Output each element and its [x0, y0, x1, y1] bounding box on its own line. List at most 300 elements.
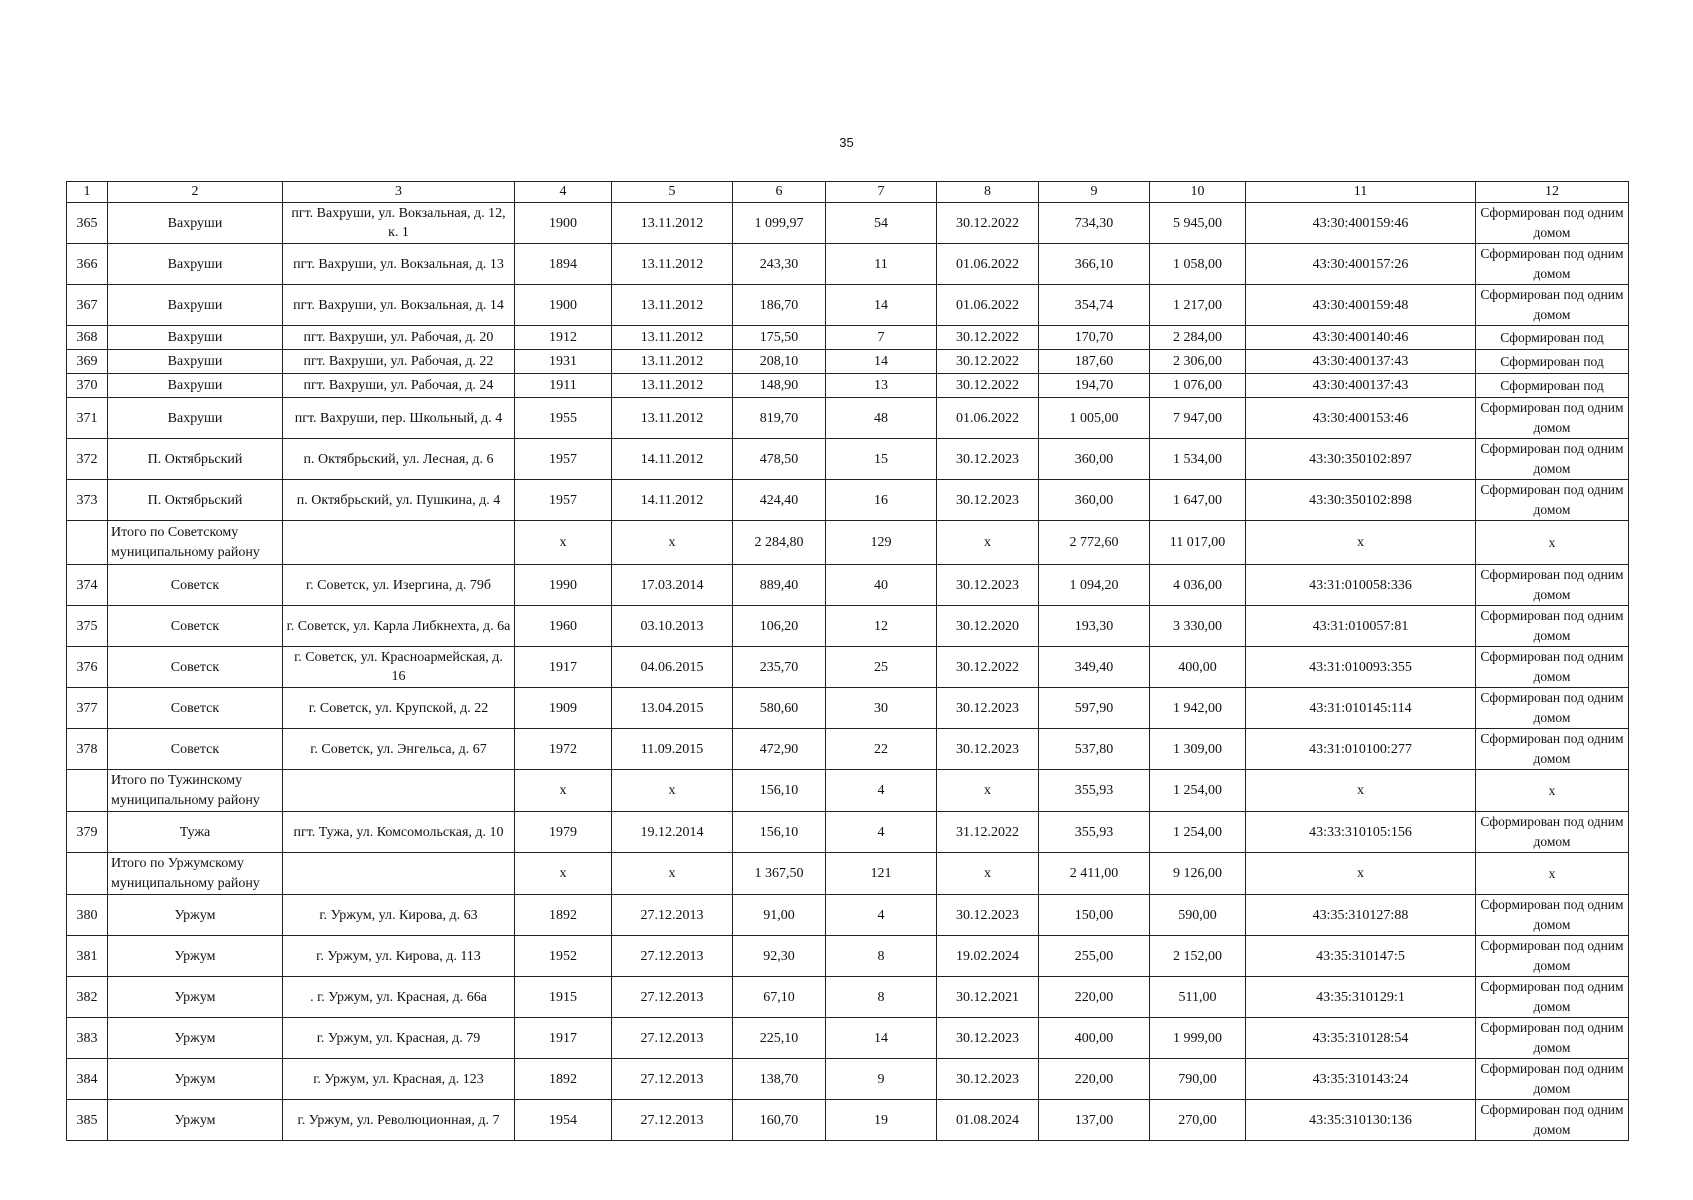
note-cell: Сформирован под	[1476, 326, 1629, 350]
column-number-cell: 5	[612, 182, 733, 203]
land-area-cell: 255,00	[1039, 936, 1150, 977]
land-area-cell: 1 005,00	[1039, 398, 1150, 439]
row-number-cell: 372	[67, 439, 108, 480]
cadastral-number-cell: 43:35:310143:24	[1246, 1059, 1476, 1100]
note-cell: Сформирован под одним домом	[1476, 647, 1629, 688]
subtotal-row	[67, 521, 1629, 565]
address-cell: г. Советск, ул. Красноармейская, д. 16	[283, 647, 515, 688]
row-number-cell: 384	[67, 1059, 108, 1100]
planned-date-cell: 30.12.2023	[937, 688, 1039, 729]
address-cell: г. Советск, ул. Карла Либкнехта, д. 6а	[283, 606, 515, 647]
land-area-cell: 1 094,20	[1039, 565, 1150, 606]
date-cell: 13.11.2012	[612, 203, 733, 244]
land-area-cell: 360,00	[1039, 439, 1150, 480]
cost-cell: 1 254,00	[1150, 770, 1246, 812]
land-area-cell: 194,70	[1039, 374, 1150, 398]
address-cell: п. Октябрьский, ул. Лесная, д. 6	[283, 439, 515, 480]
cost-cell: 1 254,00	[1150, 812, 1246, 853]
row-number-cell	[67, 853, 108, 895]
cost-cell: 5 945,00	[1150, 203, 1246, 244]
row-number-cell: 371	[67, 398, 108, 439]
address-cell: пгт. Вахруши, ул. Рабочая, д. 20	[283, 326, 515, 350]
land-area-cell: 400,00	[1039, 1018, 1150, 1059]
cadastral-number-cell: 43:31:010057:81	[1246, 606, 1476, 647]
planned-date-cell: 30.12.2022	[937, 647, 1039, 688]
table-row	[67, 1059, 1629, 1100]
land-area-cell: 187,60	[1039, 350, 1150, 374]
cadastral-number-cell: 43:31:010058:336	[1246, 565, 1476, 606]
residents-cell: 48	[826, 398, 937, 439]
cost-cell: 511,00	[1150, 977, 1246, 1018]
area-cell: 225,10	[733, 1018, 826, 1059]
cadastral-number-cell: 43:33:310105:156	[1246, 812, 1476, 853]
settlement-cell: Советск	[108, 729, 283, 770]
column-number-cell: 7	[826, 182, 937, 203]
column-number-cell: 2	[108, 182, 283, 203]
planned-date-cell: х	[937, 853, 1039, 895]
cost-cell: 2 306,00	[1150, 350, 1246, 374]
subtotal-row	[67, 853, 1629, 895]
settlement-cell: Вахруши	[108, 350, 283, 374]
row-number-cell: 377	[67, 688, 108, 729]
residents-cell: 15	[826, 439, 937, 480]
settlement-cell: Советск	[108, 688, 283, 729]
settlement-cell: Советск	[108, 606, 283, 647]
cost-cell: 9 126,00	[1150, 853, 1246, 895]
row-number-cell: 370	[67, 374, 108, 398]
year-built-cell: х	[515, 770, 612, 812]
land-area-cell: 349,40	[1039, 647, 1150, 688]
cadastral-number-cell: 43:30:400140:46	[1246, 326, 1476, 350]
row-number-cell: 375	[67, 606, 108, 647]
year-built-cell: 1892	[515, 895, 612, 936]
cost-cell: 400,00	[1150, 647, 1246, 688]
area-cell: 472,90	[733, 729, 826, 770]
residents-cell: 4	[826, 770, 937, 812]
residents-cell: 12	[826, 606, 937, 647]
settlement-cell: Уржум	[108, 895, 283, 936]
area-cell: 156,10	[733, 770, 826, 812]
note-cell: х	[1476, 853, 1629, 895]
residents-cell: 22	[826, 729, 937, 770]
row-number-cell: 376	[67, 647, 108, 688]
area-cell: 424,40	[733, 480, 826, 521]
table-row	[67, 244, 1629, 285]
row-number-cell: 369	[67, 350, 108, 374]
year-built-cell: 1972	[515, 729, 612, 770]
planned-date-cell: 30.12.2022	[937, 350, 1039, 374]
address-cell: г. Уржум, ул. Красная, д. 123	[283, 1059, 515, 1100]
settlement-cell: Вахруши	[108, 326, 283, 350]
date-cell: 13.04.2015	[612, 688, 733, 729]
note-cell: Сформирован под одним домом	[1476, 480, 1629, 521]
year-built-cell: 1892	[515, 1059, 612, 1100]
settlement-cell: Вахруши	[108, 398, 283, 439]
row-number-cell: 381	[67, 936, 108, 977]
column-number-cell: 9	[1039, 182, 1150, 203]
column-number-cell: 3	[283, 182, 515, 203]
cadastral-number-cell: х	[1246, 521, 1476, 565]
note-cell: Сформирован под одним домом	[1476, 439, 1629, 480]
settlement-cell: Уржум	[108, 936, 283, 977]
note-cell: Сформирован под	[1476, 350, 1629, 374]
column-number-cell: 11	[1246, 182, 1476, 203]
note-cell: Сформирован под одним домом	[1476, 1018, 1629, 1059]
address-cell: г. Уржум, ул. Кирова, д. 63	[283, 895, 515, 936]
area-cell: 819,70	[733, 398, 826, 439]
residents-cell: 11	[826, 244, 937, 285]
cadastral-number-cell: 43:30:400159:48	[1246, 285, 1476, 326]
planned-date-cell: 30.12.2021	[937, 977, 1039, 1018]
residents-cell: 54	[826, 203, 937, 244]
cadastral-number-cell: 43:30:400137:43	[1246, 350, 1476, 374]
table-row	[67, 1100, 1629, 1141]
year-built-cell: 1960	[515, 606, 612, 647]
date-cell: 14.11.2012	[612, 480, 733, 521]
planned-date-cell: 30.12.2023	[937, 1059, 1039, 1100]
settlement-cell: Советск	[108, 647, 283, 688]
year-built-cell: 1900	[515, 203, 612, 244]
residents-cell: 16	[826, 480, 937, 521]
table-row	[67, 895, 1629, 936]
planned-date-cell: 30.12.2022	[937, 374, 1039, 398]
cost-cell: 590,00	[1150, 895, 1246, 936]
cost-cell: 2 152,00	[1150, 936, 1246, 977]
cadastral-number-cell: 43:30:400137:43	[1246, 374, 1476, 398]
date-cell: 11.09.2015	[612, 729, 733, 770]
settlement-cell: Вахруши	[108, 244, 283, 285]
year-built-cell: 1915	[515, 977, 612, 1018]
area-cell: 580,60	[733, 688, 826, 729]
planned-date-cell: 30.12.2023	[937, 729, 1039, 770]
residents-cell: 4	[826, 812, 937, 853]
table-row	[67, 480, 1629, 521]
address-cell: пгт. Вахруши, ул. Рабочая, д. 22	[283, 350, 515, 374]
land-area-cell: 537,80	[1039, 729, 1150, 770]
settlement-cell: Советск	[108, 565, 283, 606]
cost-cell: 1 534,00	[1150, 439, 1246, 480]
note-cell: Сформирован под одним домом	[1476, 977, 1629, 1018]
address-cell: г. Советск, ул. Крупской, д. 22	[283, 688, 515, 729]
note-cell: Сформирован под одним домом	[1476, 729, 1629, 770]
settlement-cell: Уржум	[108, 1100, 283, 1141]
area-cell: 138,70	[733, 1059, 826, 1100]
residents-cell: 9	[826, 1059, 937, 1100]
area-cell: 91,00	[733, 895, 826, 936]
column-number-row	[67, 182, 1629, 203]
year-built-cell: 1957	[515, 439, 612, 480]
year-built-cell: 1955	[515, 398, 612, 439]
note-cell: Сформирован под одним домом	[1476, 565, 1629, 606]
land-area-cell: 193,30	[1039, 606, 1150, 647]
table-row	[67, 374, 1629, 398]
address-cell: г. Уржум, ул. Красная, д. 79	[283, 1018, 515, 1059]
residents-cell: 4	[826, 895, 937, 936]
planned-date-cell: х	[937, 521, 1039, 565]
area-cell: 478,50	[733, 439, 826, 480]
cost-cell: 1 309,00	[1150, 729, 1246, 770]
subtotal-row	[67, 770, 1629, 812]
row-number-cell: 374	[67, 565, 108, 606]
cost-cell: 1 999,00	[1150, 1018, 1246, 1059]
residents-cell: 14	[826, 1018, 937, 1059]
date-cell: 27.12.2013	[612, 895, 733, 936]
row-number-cell: 366	[67, 244, 108, 285]
cadastral-number-cell: 43:35:310130:136	[1246, 1100, 1476, 1141]
residents-cell: 40	[826, 565, 937, 606]
cost-cell: 7 947,00	[1150, 398, 1246, 439]
date-cell: 13.11.2012	[612, 326, 733, 350]
column-number-cell: 1	[67, 182, 108, 203]
column-number-cell: 12	[1476, 182, 1629, 203]
date-cell: 13.11.2012	[612, 350, 733, 374]
year-built-cell: 1952	[515, 936, 612, 977]
table-row	[67, 729, 1629, 770]
residents-cell: 8	[826, 936, 937, 977]
cost-cell: 2 284,00	[1150, 326, 1246, 350]
address-cell: пгт. Тужа, ул. Комсомольская, д. 10	[283, 812, 515, 853]
column-number-cell: 10	[1150, 182, 1246, 203]
cost-cell: 790,00	[1150, 1059, 1246, 1100]
planned-date-cell: 30.12.2022	[937, 326, 1039, 350]
cadastral-number-cell: 43:30:400157:26	[1246, 244, 1476, 285]
planned-date-cell: 01.08.2024	[937, 1100, 1039, 1141]
cadastral-number-cell: х	[1246, 853, 1476, 895]
date-cell: 13.11.2012	[612, 398, 733, 439]
land-area-cell: 220,00	[1039, 977, 1150, 1018]
planned-date-cell: 19.02.2024	[937, 936, 1039, 977]
planned-date-cell: 30.12.2023	[937, 895, 1039, 936]
residents-cell: 8	[826, 977, 937, 1018]
year-built-cell: 1894	[515, 244, 612, 285]
year-built-cell: х	[515, 853, 612, 895]
cost-cell: 1 076,00	[1150, 374, 1246, 398]
cadastral-number-cell: 43:31:010093:355	[1246, 647, 1476, 688]
address-cell: г. Уржум, ул. Кирова, д. 113	[283, 936, 515, 977]
date-cell: 27.12.2013	[612, 1059, 733, 1100]
land-area-cell: 355,93	[1039, 812, 1150, 853]
year-built-cell: 1954	[515, 1100, 612, 1141]
cadastral-number-cell: 43:35:310147:5	[1246, 936, 1476, 977]
residents-cell: 14	[826, 350, 937, 374]
cost-cell: 1 942,00	[1150, 688, 1246, 729]
table-row	[67, 812, 1629, 853]
date-cell: 14.11.2012	[612, 439, 733, 480]
note-cell: Сформирован под одним домом	[1476, 1100, 1629, 1141]
year-built-cell: 1909	[515, 688, 612, 729]
date-cell: 27.12.2013	[612, 977, 733, 1018]
land-area-cell: 2 772,60	[1039, 521, 1150, 565]
planned-date-cell: х	[937, 770, 1039, 812]
note-cell: Сформирован под одним домом	[1476, 606, 1629, 647]
row-number-cell	[67, 521, 108, 565]
cadastral-number-cell: 43:31:010145:114	[1246, 688, 1476, 729]
land-area-cell: 220,00	[1039, 1059, 1150, 1100]
cost-cell: 4 036,00	[1150, 565, 1246, 606]
cost-cell: 1 058,00	[1150, 244, 1246, 285]
land-area-cell: 360,00	[1039, 480, 1150, 521]
date-cell: 27.12.2013	[612, 1018, 733, 1059]
cadastral-number-cell: 43:30:400159:46	[1246, 203, 1476, 244]
table-row	[67, 1018, 1629, 1059]
table-row	[67, 203, 1629, 244]
land-area-cell: 355,93	[1039, 770, 1150, 812]
land-area-cell: 150,00	[1039, 895, 1150, 936]
table-row	[67, 398, 1629, 439]
year-built-cell: 1912	[515, 326, 612, 350]
column-number-cell: 6	[733, 182, 826, 203]
table-body	[67, 182, 1629, 1141]
settlement-cell: Итого по Советскому муниципальному району	[108, 521, 283, 565]
address-cell: пгт. Вахруши, ул. Вокзальная, д. 12, к. 1	[283, 203, 515, 244]
note-cell: Сформирован под одним домом	[1476, 398, 1629, 439]
area-cell: 92,30	[733, 936, 826, 977]
date-cell: 17.03.2014	[612, 565, 733, 606]
residents-cell: 13	[826, 374, 937, 398]
planned-date-cell: 30.12.2023	[937, 439, 1039, 480]
year-built-cell: 1957	[515, 480, 612, 521]
area-cell: 106,20	[733, 606, 826, 647]
note-cell: Сформирован под одним домом	[1476, 1059, 1629, 1100]
cost-cell: 270,00	[1150, 1100, 1246, 1141]
note-cell: Сформирован под одним домом	[1476, 203, 1629, 244]
area-cell: 235,70	[733, 647, 826, 688]
residents-cell: 7	[826, 326, 937, 350]
column-number-cell: 4	[515, 182, 612, 203]
column-number-cell: 8	[937, 182, 1039, 203]
settlement-cell: Вахруши	[108, 285, 283, 326]
date-cell: 19.12.2014	[612, 812, 733, 853]
row-number-cell: 368	[67, 326, 108, 350]
note-cell: х	[1476, 770, 1629, 812]
area-cell: 148,90	[733, 374, 826, 398]
residents-cell: 25	[826, 647, 937, 688]
area-cell: 1 099,97	[733, 203, 826, 244]
planned-date-cell: 30.12.2023	[937, 1018, 1039, 1059]
table-row	[67, 647, 1629, 688]
table-row	[67, 439, 1629, 480]
cadastral-number-cell: 43:30:350102:897	[1246, 439, 1476, 480]
area-cell: 67,10	[733, 977, 826, 1018]
table-row	[67, 688, 1629, 729]
date-cell: 13.11.2012	[612, 285, 733, 326]
row-number-cell: 365	[67, 203, 108, 244]
settlement-cell: П. Октябрьский	[108, 439, 283, 480]
note-cell: Сформирован под одним домом	[1476, 244, 1629, 285]
address-cell: пгт. Вахруши, ул. Вокзальная, д. 14	[283, 285, 515, 326]
address-cell: г. Советск, ул. Изергина, д. 79б	[283, 565, 515, 606]
date-cell: 04.06.2015	[612, 647, 733, 688]
settlement-cell: Уржум	[108, 1018, 283, 1059]
note-cell: Сформирован под одним домом	[1476, 812, 1629, 853]
table-row	[67, 936, 1629, 977]
cadastral-number-cell: 43:30:350102:898	[1246, 480, 1476, 521]
land-area-cell: 734,30	[1039, 203, 1150, 244]
table-row	[67, 326, 1629, 350]
cadastral-number-cell: 43:35:310127:88	[1246, 895, 1476, 936]
cadastral-number-cell: 43:30:400153:46	[1246, 398, 1476, 439]
year-built-cell: 1979	[515, 812, 612, 853]
address-cell: п. Октябрьский, ул. Пушкина, д. 4	[283, 480, 515, 521]
table-row	[67, 977, 1629, 1018]
row-number-cell: 379	[67, 812, 108, 853]
note-cell: Сформирован под одним домом	[1476, 895, 1629, 936]
table-row	[67, 285, 1629, 326]
residents-cell: 19	[826, 1100, 937, 1141]
address-cell	[283, 853, 515, 895]
note-cell: Сформирован под одним домом	[1476, 936, 1629, 977]
land-area-cell: 366,10	[1039, 244, 1150, 285]
area-cell: 160,70	[733, 1100, 826, 1141]
settlement-cell: Вахруши	[108, 374, 283, 398]
planned-date-cell: 31.12.2022	[937, 812, 1039, 853]
settlement-cell: Итого по Уржумскому муниципальному району	[108, 853, 283, 895]
year-built-cell: 1911	[515, 374, 612, 398]
address-cell: пгт. Вахруши, пер. Школьный, д. 4	[283, 398, 515, 439]
cost-cell: 11 017,00	[1150, 521, 1246, 565]
row-number-cell: 382	[67, 977, 108, 1018]
land-area-cell: 597,90	[1039, 688, 1150, 729]
table-row	[67, 565, 1629, 606]
year-built-cell: 1931	[515, 350, 612, 374]
land-area-cell: 2 411,00	[1039, 853, 1150, 895]
date-cell: 27.12.2013	[612, 936, 733, 977]
year-built-cell: 1917	[515, 1018, 612, 1059]
note-cell: Сформирован под	[1476, 374, 1629, 398]
date-cell: 13.11.2012	[612, 374, 733, 398]
land-area-cell: 170,70	[1039, 326, 1150, 350]
date-cell: х	[612, 853, 733, 895]
row-number-cell: 380	[67, 895, 108, 936]
area-cell: 186,70	[733, 285, 826, 326]
date-cell: 03.10.2013	[612, 606, 733, 647]
table-row	[67, 606, 1629, 647]
row-number-cell: 378	[67, 729, 108, 770]
year-built-cell: 1900	[515, 285, 612, 326]
planned-date-cell: 01.06.2022	[937, 285, 1039, 326]
housing-register-table	[66, 181, 1629, 1141]
date-cell: х	[612, 770, 733, 812]
page-number: 35	[839, 135, 854, 150]
settlement-cell: Итого по Тужинскому муниципальному району	[108, 770, 283, 812]
residents-cell: 14	[826, 285, 937, 326]
date-cell: 27.12.2013	[612, 1100, 733, 1141]
address-cell: г. Советск, ул. Энгельса, д. 67	[283, 729, 515, 770]
date-cell: 13.11.2012	[612, 244, 733, 285]
land-area-cell: 137,00	[1039, 1100, 1150, 1141]
area-cell: 2 284,80	[733, 521, 826, 565]
area-cell: 208,10	[733, 350, 826, 374]
planned-date-cell: 30.12.2022	[937, 203, 1039, 244]
settlement-cell: Тужа	[108, 812, 283, 853]
settlement-cell: Уржум	[108, 977, 283, 1018]
cost-cell: 3 330,00	[1150, 606, 1246, 647]
area-cell: 175,50	[733, 326, 826, 350]
row-number-cell: 373	[67, 480, 108, 521]
area-cell: 889,40	[733, 565, 826, 606]
note-cell: х	[1476, 521, 1629, 565]
cadastral-number-cell: 43:35:310129:1	[1246, 977, 1476, 1018]
table-row	[67, 350, 1629, 374]
cadastral-number-cell: х	[1246, 770, 1476, 812]
area-cell: 243,30	[733, 244, 826, 285]
area-cell: 156,10	[733, 812, 826, 853]
year-built-cell: 1917	[515, 647, 612, 688]
settlement-cell: Уржум	[108, 1059, 283, 1100]
address-cell: . г. Уржум, ул. Красная, д. 66а	[283, 977, 515, 1018]
address-cell: г. Уржум, ул. Революционная, д. 7	[283, 1100, 515, 1141]
residents-cell: 121	[826, 853, 937, 895]
